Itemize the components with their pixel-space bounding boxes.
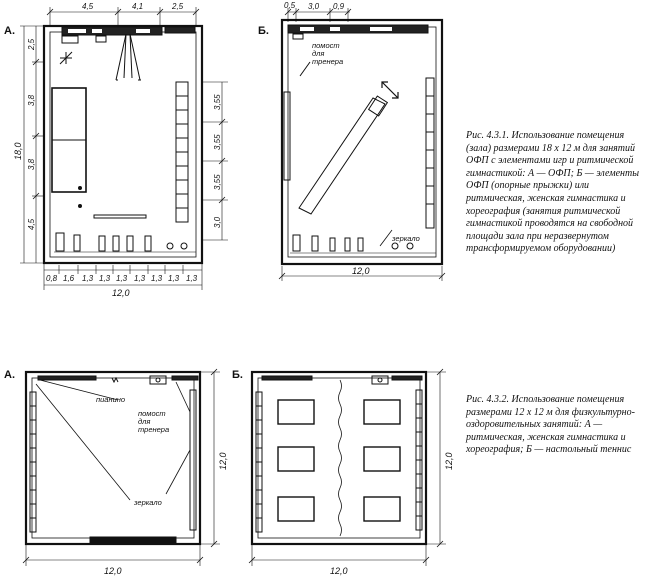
right-barre-2a: [190, 390, 196, 530]
top-dim-b-2: 3,0: [308, 2, 320, 11]
top-dim-3: 2,5: [172, 2, 184, 11]
left-dim-2: 3,8: [27, 94, 36, 106]
tennis-table-6: [364, 497, 400, 521]
net-divider: [339, 380, 342, 536]
trainer-podium: [150, 376, 166, 384]
tennis-table-1: [278, 400, 314, 424]
hall-outline-b: [282, 20, 442, 264]
bottom-dim-4: 1,3: [99, 274, 111, 283]
wall-bars-left: [62, 36, 78, 43]
vault-box-1: [56, 233, 64, 251]
vaulting-horse: [369, 96, 388, 116]
left-wall-bars-b: [284, 92, 290, 180]
direction-arrow: [382, 82, 398, 98]
bench-center: [94, 215, 146, 218]
panel2-b-label: Б.: [232, 369, 243, 381]
figure2-caption: Рис. 4.3.2. Использование помещения размерами 12 х 12 м для физкультурно- оздоровительных занятий: А — ритмическая, женская гимнастика и хореография; Б — настольный теннис: [466, 394, 635, 456]
vault-box-2: [74, 235, 80, 251]
total-width-dim-b: 12,0: [352, 266, 370, 276]
bottom-dim-8: 1,3: [168, 274, 180, 283]
piano-label: пианино: [96, 395, 126, 404]
hall-inner-wall: [50, 32, 196, 257]
shelf-top-right: [165, 27, 195, 33]
fig1-panel-a: [20, 7, 228, 290]
total-height-dim: 18,0: [13, 142, 23, 160]
top-dim-1: 4,5: [82, 2, 94, 11]
stand-2: [113, 236, 119, 251]
tennis-table-2: [364, 400, 400, 424]
left-dim-3: 3,8: [27, 158, 36, 170]
mirror-label-b: зеркало: [392, 234, 420, 243]
fig1-panel-b: [279, 8, 445, 281]
width-dim-2b: 12,0: [330, 566, 348, 576]
top-dim-b-1: 0,5: [284, 1, 296, 10]
panel-a-label: А.: [4, 25, 15, 37]
bottom-dim-3: 1,3: [82, 274, 94, 283]
right-dim-4: 3,0: [213, 216, 222, 228]
total-width-dim-a: 12,0: [112, 288, 130, 298]
bottom-dim-9: 1,3: [186, 274, 198, 283]
wall-strip-top: [38, 376, 96, 380]
right-wall-bars-b: [426, 78, 434, 228]
left-dim-4: 4,5: [27, 218, 36, 230]
podium-label-b: помост для тренера: [312, 41, 344, 66]
height-dim-2a: 12,0: [218, 452, 228, 470]
fig2-panel-b: [249, 369, 446, 566]
stand-3: [127, 236, 133, 251]
bottom-dim-1: 0,8: [46, 274, 58, 283]
bench-top: [96, 36, 106, 42]
left-dim-1: 2,5: [27, 38, 36, 50]
podium-label-2a: помост для тренера: [138, 409, 170, 434]
hall-outline-18x12: [44, 26, 202, 263]
figure1-caption: Рис. 4.3.1. Использование помещения (зала) размерами 18 х 12 м для занятий ОФП с элементами игр и ритмической гимнастикой: А — ОФП; Б — элементы ОФП (опорные прыжки) или ритмическая, женская гимнастика и хореография (занятия ритмической гимнастикой проводятся на свободной площади зала при неразвернутом трансформируемом оборудовании): [466, 130, 639, 255]
bottom-dim-7: 1,3: [151, 274, 163, 283]
vaulting-runway: [299, 98, 385, 214]
panel-b-label: Б.: [258, 25, 269, 37]
panel2-a-label: А.: [4, 369, 15, 381]
height-dim-2b: 12,0: [444, 452, 454, 470]
top-dim-2: 4,1: [132, 2, 144, 11]
width-dim-2a: 12,0: [104, 566, 122, 576]
bottom-dim-6: 1,3: [134, 274, 146, 283]
mirror-label-2a: зеркало: [134, 498, 162, 507]
tennis-table-4: [364, 447, 400, 471]
stand-4: [145, 236, 151, 251]
right-dim-1: 3,55: [213, 94, 222, 110]
top-dim-b-3: 0,9: [333, 2, 345, 11]
tennis-table-3: [278, 447, 314, 471]
mirror-bottom: [90, 537, 176, 543]
right-dim-2: 3,55: [213, 134, 222, 150]
bottom-dim-5: 1,3: [116, 274, 128, 283]
piano-icon: [112, 378, 118, 382]
right-dim-3: 3,55: [213, 174, 222, 190]
bottom-dim-2: 1,6: [63, 274, 75, 283]
tennis-table-5: [278, 497, 314, 521]
stand-1: [99, 236, 105, 251]
